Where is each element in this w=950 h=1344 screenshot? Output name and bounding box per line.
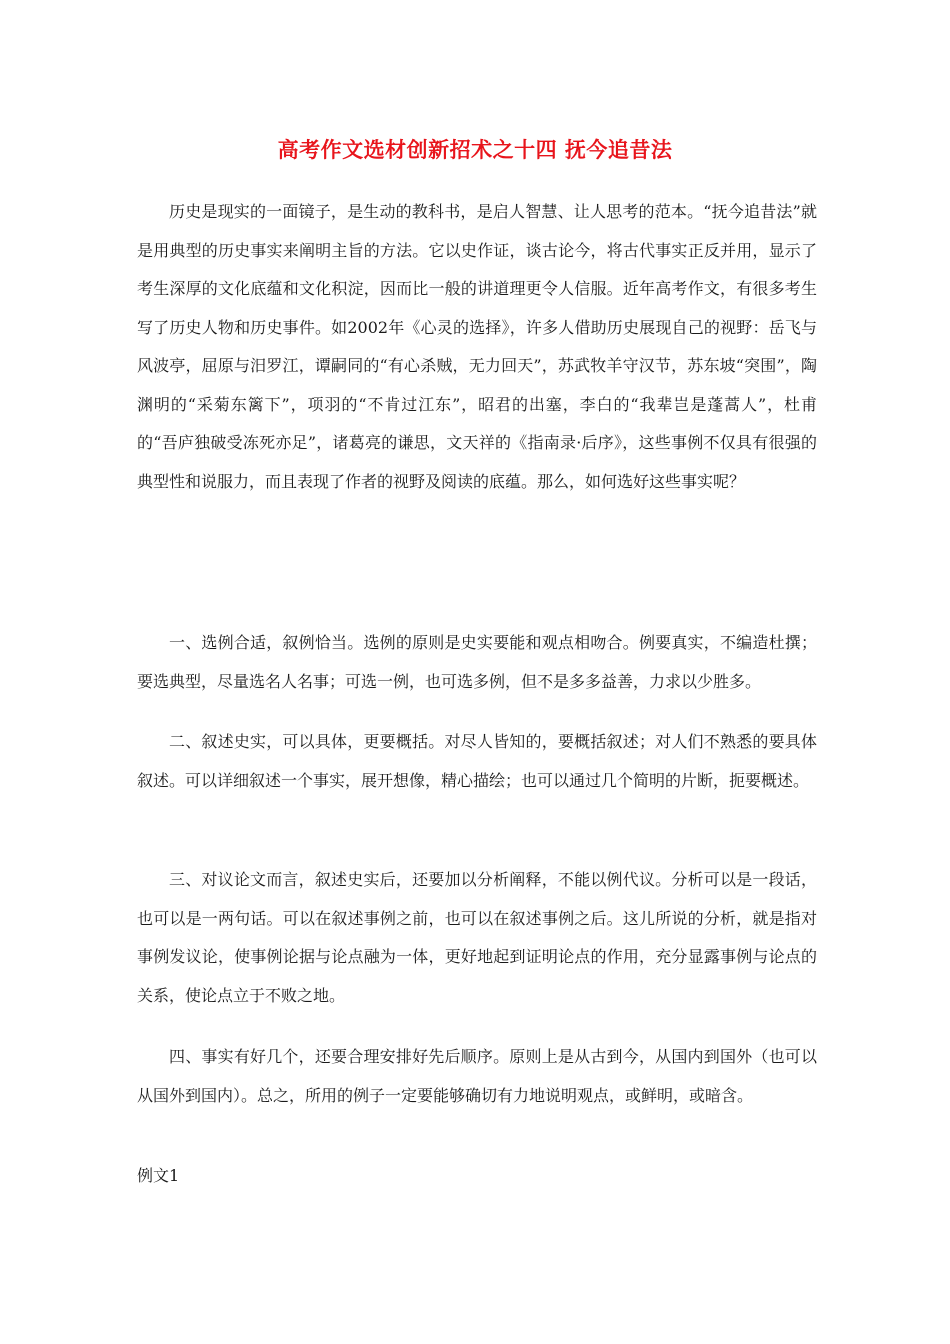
document-title: 高考作文选材创新招术之十四 抚今追昔法 <box>277 137 673 163</box>
point-paragraph-1: 一、选例合适，叙例恰当。选例的原则是史实要能和观点相吻合。例要真实，不编造杜撰；要选典型，尽量选名人名事；可选一例，也可选多例，但不是多多益善，力求以少胜多。 <box>137 633 817 691</box>
example-label: 例文1 <box>137 1166 180 1185</box>
point-paragraph-4: 四、事实有好几个，还要合理安排好先后顺序。原则上是从古到今，从国内到国外（也可以从国外到国内）。总之，所用的例子一定要能够确切有力地说明观点，或鲜明，或暗含。 <box>137 1047 817 1105</box>
point-paragraph-2: 二、叙述史实，可以具体，更要概括。对尽人皆知的，要概括叙述；对人们不熟悉的要具体叙述。可以详细叙述一个事实，展开想像，精心描绘；也可以通过几个简明的片断，扼要概述。 <box>137 732 817 790</box>
intro-paragraph: 历史是现实的一面镜子，是生动的教科书，是启人智慧、让人思考的范本。“抚今追昔法”就是用典型的历史事实来阐明主旨的方法。它以史作证，谈古论今，将古代事实正反并用，显示了考生深厚的文化底蕴和文化积淀，因而比一般的讲道理更令人信服。近年高考作文，有很多考生写了历史人物和历史事件。如2002年《心灵的选择》，许多人借助历史展现自己的视野：岳飞与风波亭，屈原与汨罗江，谭嗣同的“有心杀贼，无力回天”，苏武牧羊守汉节，苏东坡“突围”，陶渊明的“采菊东篱下”，项羽的“不肯过江东”，昭君的出塞，李白的“我辈岂是蓬蒿人”，杜甫的“吾庐独破受冻死亦足”，诸葛亮的谦思，文天祥的《指南录·后序》，这些事例不仅具有很强的典型性和说服力，而且表现了作者的视野及阅读的底蕴。那么，如何选好这些事实呢？ <box>137 202 817 491</box>
point-paragraph-3: 三、对议论文而言，叙述史实后，还要加以分析阐释，不能以例代议。分析可以是一段话，也可以是一两句话。可以在叙述事例之前，也可以在叙述事例之后。这儿所说的分析，就是指对事例发议论，使事例论据与论点融为一体，更好地起到证明论点的作用，充分显露事例与论点的关系，使论点立于不败之地。 <box>137 870 817 1005</box>
